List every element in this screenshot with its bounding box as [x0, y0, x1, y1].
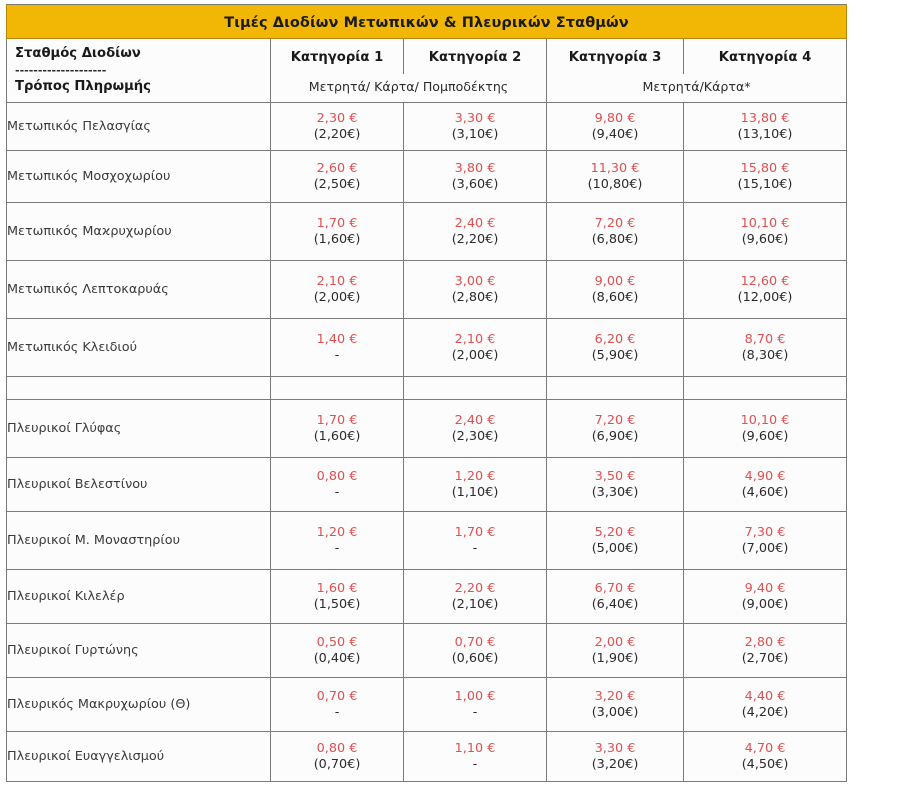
table-row — [7, 732, 847, 782]
header-category-2: Κατηγορία 2 — [404, 39, 547, 75]
price-main-value: 2,10 € — [316, 273, 358, 289]
price-sub-value: (6,80€) — [591, 231, 639, 247]
price-main-value: 1,70 € — [454, 524, 496, 540]
price-main-value: 2,60 € — [316, 160, 358, 176]
price-sub-value: (1,50€) — [313, 596, 361, 612]
price-cell-category-4 — [684, 624, 847, 678]
price-sub-value: (4,20€) — [741, 704, 789, 720]
price-main-value: 3,30 € — [454, 110, 496, 126]
price-sub-value: (2,70€) — [741, 650, 789, 666]
price-cell-category-3 — [547, 103, 684, 151]
price-cell-category-2 — [404, 319, 547, 377]
price-cell-category-4 — [684, 319, 847, 377]
price-main-value: 13,80 € — [740, 110, 790, 126]
section-separator-cell — [271, 377, 404, 400]
price-main-value: 4,90 € — [744, 468, 786, 484]
station-name-cell: Πλευρικοί Γλύφας — [7, 400, 271, 458]
station-name-cell: Μετωπικός Πελασγίας — [7, 103, 271, 151]
price-main-value: 1,20 € — [454, 468, 496, 484]
price-cell-category-4 — [684, 203, 847, 261]
price-sub-value: - — [472, 756, 478, 772]
header-payment-method-right: Μετρητά/Κάρτα* — [547, 74, 847, 102]
price-sub-value: (9,00€) — [741, 596, 789, 612]
table-title-cell — [7, 5, 847, 39]
price-sub-value: - — [472, 540, 478, 556]
header-station-payment-cell — [7, 39, 271, 103]
price-cell-category-4 — [684, 103, 847, 151]
price-sub-value: (9,60€) — [741, 231, 789, 247]
price-cell-category-3 — [547, 400, 684, 458]
price-cell-category-2 — [404, 458, 547, 512]
section-separator-cell — [684, 377, 847, 400]
price-sub-value: - — [334, 540, 340, 556]
price-cell-category-3 — [547, 570, 684, 624]
price-main-value: 4,40 € — [744, 688, 786, 704]
price-cell-category-3 — [547, 261, 684, 319]
price-sub-value: (2,00€) — [313, 289, 361, 305]
price-cell-category-3 — [547, 678, 684, 732]
price-sub-value: (3,60€) — [451, 176, 499, 192]
price-sub-value: (0,70€) — [313, 756, 361, 772]
price-main-value: 10,10 € — [740, 412, 790, 428]
price-cell-category-1 — [271, 570, 404, 624]
price-sub-value: (3,00€) — [591, 704, 639, 720]
price-sub-value: (8,60€) — [591, 289, 639, 305]
price-cell-category-3 — [547, 732, 684, 782]
price-main-value: 3,50 € — [594, 468, 636, 484]
price-cell-category-2 — [404, 624, 547, 678]
price-sub-value: (2,00€) — [451, 347, 499, 363]
price-sub-value: - — [472, 704, 478, 720]
table-row — [7, 103, 847, 151]
price-sub-value: (3,30€) — [591, 484, 639, 500]
price-cell-category-2 — [404, 261, 547, 319]
price-cell-category-3 — [547, 319, 684, 377]
price-cell-category-3 — [547, 458, 684, 512]
table-row — [7, 678, 847, 732]
price-main-value: 1,40 € — [316, 331, 358, 347]
price-cell-category-2 — [404, 678, 547, 732]
price-cell-category-3 — [547, 203, 684, 261]
price-main-value: 2,40 € — [454, 215, 496, 231]
price-main-value: 1,10 € — [454, 740, 496, 756]
price-main-value: 1,70 € — [316, 215, 358, 231]
price-main-value: 5,20 € — [594, 524, 636, 540]
header-row-categories — [7, 39, 847, 75]
price-sub-value: (2,80€) — [451, 289, 499, 305]
price-sub-value: (3,10€) — [451, 126, 499, 142]
station-name-cell: Πλευρικοί Γυρτώνης — [7, 624, 271, 678]
price-cell-category-4 — [684, 512, 847, 570]
header-dashed-divider: -------------------- — [15, 64, 107, 77]
price-cell-category-1 — [271, 624, 404, 678]
section-separator-cell — [547, 377, 684, 400]
price-sub-value: - — [334, 484, 340, 500]
price-sub-value: (6,40€) — [591, 596, 639, 612]
price-main-value: 9,80 € — [594, 110, 636, 126]
price-sub-value: (13,10€) — [737, 126, 793, 142]
price-cell-category-3 — [547, 512, 684, 570]
header-category-4: Κατηγορία 4 — [684, 39, 847, 75]
price-cell-category-1 — [271, 203, 404, 261]
price-sub-value: (1,90€) — [591, 650, 639, 666]
price-sub-value: (10,80€) — [587, 176, 643, 192]
price-main-value: 3,20 € — [594, 688, 636, 704]
price-main-value: 3,80 € — [454, 160, 496, 176]
price-main-value: 0,70 € — [316, 688, 358, 704]
price-main-value: 2,20 € — [454, 580, 496, 596]
price-cell-category-2 — [404, 512, 547, 570]
price-sub-value: (2,30€) — [451, 428, 499, 444]
price-main-value: 1,20 € — [316, 524, 358, 540]
station-name-cell: Πλευρικοί Βελεστίνου — [7, 458, 271, 512]
table-row — [7, 319, 847, 377]
price-sub-value: (2,20€) — [313, 126, 361, 142]
table-row — [7, 570, 847, 624]
price-main-value: 6,70 € — [594, 580, 636, 596]
price-main-value: 6,20 € — [594, 331, 636, 347]
price-sub-value: (1,60€) — [313, 231, 361, 247]
price-sub-value: (1,60€) — [313, 428, 361, 444]
price-sub-value: (0,60€) — [451, 650, 499, 666]
table-row — [7, 400, 847, 458]
price-sub-value: (2,20€) — [451, 231, 499, 247]
price-main-value: 2,80 € — [744, 634, 786, 650]
price-cell-category-4 — [684, 732, 847, 782]
station-name-cell: Πλευρικοί Μ. Μοναστηρίου — [7, 512, 271, 570]
price-sub-value: (5,00€) — [591, 540, 639, 556]
price-cell-category-2 — [404, 732, 547, 782]
price-sub-value: - — [334, 704, 340, 720]
price-main-value: 7,20 € — [594, 215, 636, 231]
price-cell-category-2 — [404, 103, 547, 151]
station-name-cell: Μετωπικός Κλειδιού — [7, 319, 271, 377]
price-cell-category-1 — [271, 732, 404, 782]
price-sub-value: (8,30€) — [741, 347, 789, 363]
price-main-value: 7,30 € — [744, 524, 786, 540]
section-separator-cell — [7, 377, 271, 400]
table-row — [7, 203, 847, 261]
price-main-value: 15,80 € — [740, 160, 790, 176]
table-row — [7, 512, 847, 570]
header-station-label: Σταθμός Διοδίων — [15, 46, 141, 61]
price-main-value: 3,30 € — [594, 740, 636, 756]
price-cell-category-4 — [684, 261, 847, 319]
toll-prices-table — [6, 4, 847, 782]
price-cell-category-2 — [404, 570, 547, 624]
price-main-value: 2,30 € — [316, 110, 358, 126]
price-main-value: 9,00 € — [594, 273, 636, 289]
station-name-cell: Πλευρικοί Κιλελέρ — [7, 570, 271, 624]
price-main-value: 0,50 € — [316, 634, 358, 650]
price-main-value: 1,70 € — [316, 412, 358, 428]
price-main-value: 2,40 € — [454, 412, 496, 428]
price-cell-category-3 — [547, 151, 684, 203]
price-cell-category-1 — [271, 103, 404, 151]
table-title-bar — [7, 5, 847, 39]
price-sub-value: (0,40€) — [313, 650, 361, 666]
price-main-value: 2,10 € — [454, 331, 496, 347]
price-sub-value: (1,10€) — [451, 484, 499, 500]
price-main-value: 11,30 € — [590, 160, 640, 176]
price-sub-value: (12,00€) — [737, 289, 793, 305]
price-main-value: 12,60 € — [740, 273, 790, 289]
section-separator-row — [7, 377, 847, 400]
price-main-value: 0,80 € — [316, 740, 358, 756]
price-cell-category-3 — [547, 624, 684, 678]
header-category-3: Κατηγορία 3 — [547, 39, 684, 75]
price-sub-value: (2,10€) — [451, 596, 499, 612]
table-row — [7, 151, 847, 203]
price-main-value: 7,20 € — [594, 412, 636, 428]
price-cell-category-2 — [404, 400, 547, 458]
price-main-value: 4,70 € — [744, 740, 786, 756]
price-cell-category-2 — [404, 151, 547, 203]
price-cell-category-1 — [271, 151, 404, 203]
station-name-cell: Πλευρικός Μακρυχωρίου (Θ) — [7, 678, 271, 732]
table-row — [7, 261, 847, 319]
price-main-value: 1,00 € — [454, 688, 496, 704]
price-main-value: 2,00 € — [594, 634, 636, 650]
price-sub-value: (6,90€) — [591, 428, 639, 444]
price-sub-value: (7,00€) — [741, 540, 789, 556]
price-sub-value: (3,20€) — [591, 756, 639, 772]
price-sub-value: (4,50€) — [741, 756, 789, 772]
price-sub-value: (9,60€) — [741, 428, 789, 444]
price-cell-category-1 — [271, 512, 404, 570]
header-payment-method-left: Μετρητά/ Κάρτα/ Πομποδέκτης — [271, 74, 547, 102]
page-title: Τιμές Διοδίων Μετωπικών & Πλευρικών Σταθμών — [224, 14, 629, 31]
price-sub-value: (9,40€) — [591, 126, 639, 142]
price-cell-category-1 — [271, 261, 404, 319]
price-sub-value: (5,90€) — [591, 347, 639, 363]
price-main-value: 3,00 € — [454, 273, 496, 289]
price-sub-value: (4,60€) — [741, 484, 789, 500]
table-row — [7, 458, 847, 512]
price-cell-category-4 — [684, 678, 847, 732]
section-separator-cell — [404, 377, 547, 400]
price-cell-category-4 — [684, 570, 847, 624]
price-sub-value: (2,50€) — [313, 176, 361, 192]
price-sub-value: - — [334, 347, 340, 363]
price-cell-category-4 — [684, 400, 847, 458]
price-sub-value: (15,10€) — [737, 176, 793, 192]
price-main-value: 0,70 € — [454, 634, 496, 650]
station-name-cell: Μετωπικός Μαϰρυχωρίου — [7, 203, 271, 261]
price-cell-category-2 — [404, 203, 547, 261]
price-cell-category-1 — [271, 400, 404, 458]
header-payment-label: Τρόπος Πληρωμής — [15, 79, 151, 94]
price-cell-category-1 — [271, 678, 404, 732]
price-main-value: 9,40 € — [744, 580, 786, 596]
station-name-cell: Μετωπικός Λεπτοκαρυάς — [7, 261, 271, 319]
header-category-1: Κατηγορία 1 — [271, 39, 404, 75]
price-cell-category-1 — [271, 458, 404, 512]
price-cell-category-1 — [271, 319, 404, 377]
price-main-value: 10,10 € — [740, 215, 790, 231]
station-name-cell: Πλευρικοί Ευαγγελισμού — [7, 732, 271, 782]
price-cell-category-4 — [684, 458, 847, 512]
price-main-value: 8,70 € — [744, 331, 786, 347]
station-name-cell: Μετωπικός Μοσχοχωρίου — [7, 151, 271, 203]
price-cell-category-4 — [684, 151, 847, 203]
price-main-value: 0,80 € — [316, 468, 358, 484]
table-row — [7, 624, 847, 678]
price-main-value: 1,60 € — [316, 580, 358, 596]
